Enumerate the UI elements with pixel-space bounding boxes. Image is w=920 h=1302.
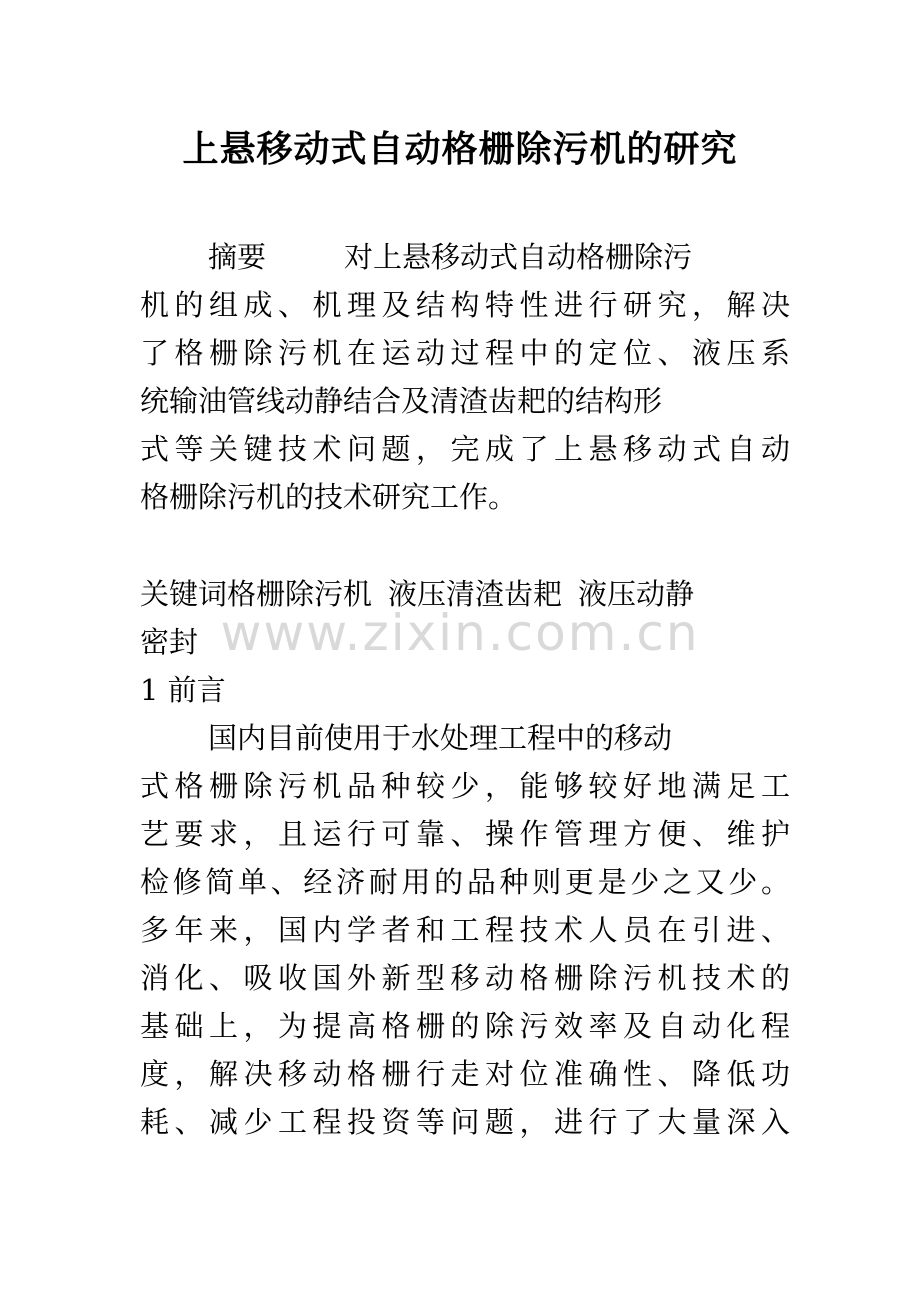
abstract-text-line: 格栅除污机的技术研究工作。 — [140, 480, 518, 514]
watermark-text: www.zixin.com.cn — [220, 604, 700, 662]
keyword-item: 液压清渣齿耙 — [388, 577, 563, 611]
section-text-line: 国内目前使用于水处理工程中的移动 — [208, 721, 673, 755]
section-text-line: 式格栅除污机品种较少，能够较好地满足工 — [140, 769, 790, 803]
keywords-label: 关键词 — [140, 577, 228, 611]
abstract-text-line: 了格栅除污机在运动过程中的定位、液压系 — [140, 336, 790, 370]
keywords-continuation: 密封 — [140, 625, 199, 659]
abstract-first-line — [140, 233, 790, 281]
section-text-line: 基础上，为提高格栅的除污效率及自动化程 — [140, 1009, 790, 1043]
document-title: 上悬移动式自动格栅除污机的研究 — [182, 129, 738, 170]
keyword-item: 液压动静 — [578, 577, 695, 611]
abstract-block — [140, 233, 790, 521]
section-text-line: 艺要求，且运行可靠、操作管理方便、维护 — [140, 817, 790, 851]
abstract-text-line: 对上悬移动式自动格栅除污 — [344, 240, 693, 274]
abstract-text-line: 机的组成、机理及结构特性进行研究，解决 — [140, 288, 790, 322]
abstract-text-line: 统输油管线动静结合及清渣齿耙的结构形 — [140, 384, 663, 418]
section-text-line: 消化、吸收国外新型移动格栅除污机技术的 — [140, 961, 790, 995]
section-text-line: 多年来，国内学者和工程技术人员在引进、 — [140, 913, 790, 947]
section-text-line: 耗、减少工程投资等问题，进行了大量深入 — [140, 1105, 790, 1139]
abstract-text-line: 式等关键技术问题，完成了上悬移动式自动 — [140, 432, 790, 466]
section-heading: 1 前言 — [140, 673, 226, 707]
keyword-item: 格栅除污机 — [227, 577, 373, 611]
section-text-line: 度，解决移动格栅行走对位准确性、降低功 — [140, 1057, 790, 1091]
section-text-line: 检修简单、经济耐用的品种则更是少之又少。 — [140, 865, 790, 899]
abstract-label: 摘要 — [208, 240, 267, 274]
